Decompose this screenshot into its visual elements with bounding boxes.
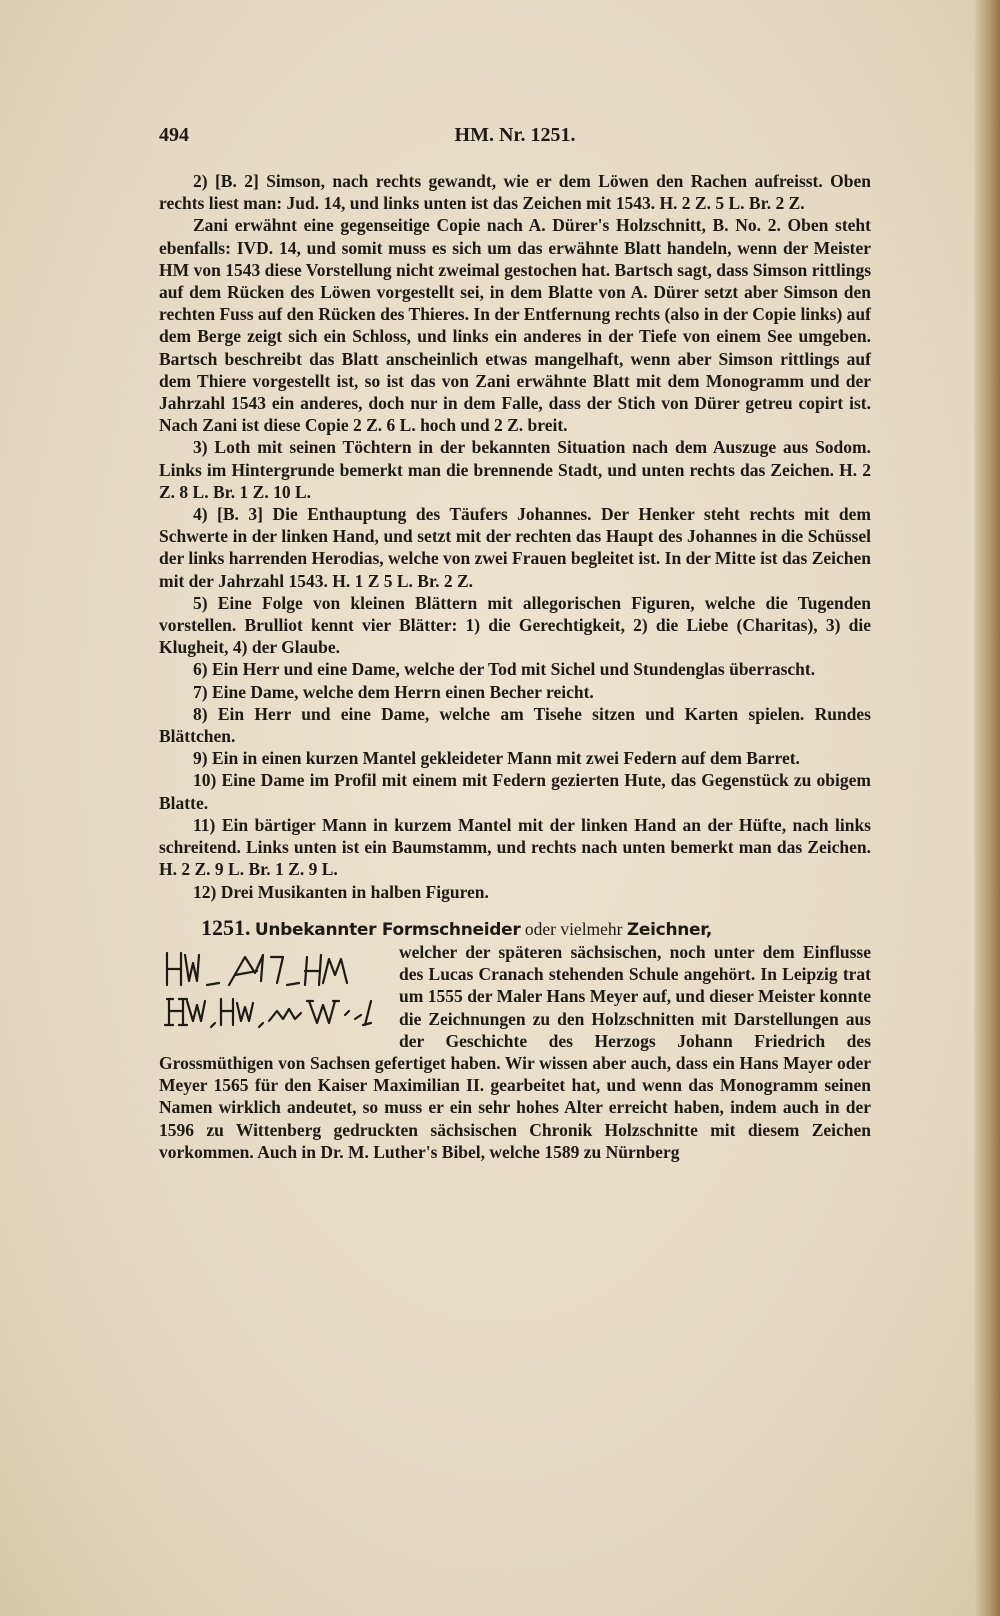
paragraph-zani: Zani erwähnt eine gegenseitige Copie nach A. Dürer's Holzschnitt, B. No. 2. Oben steht ebenfalls: IVD. 14, und somit muss es sich um das erwähnte Blatt handeln, wenn der Meister HM von 1543 diese Vorstellung nicht zweimal gestochen hat. Bartsch sagt, dass Simson rittlings auf dem Rücken des Löwen vorgestellt sei, in dem Blatte von A. Dürer setzt aber Simson den rechten Fuss auf den Rücken des Thieres. In der Entfernung rechts (also in der Copie links) auf dem Berge zeigt sich ein Schloss, und links ein anderes in der Tiefe von einem See umgeben. Bartsch beschreibt das Blatt anscheinlich etwas mangelhaft, wenn aber Simson rittlings auf dem Thiere vorgestellt ist, so ist das von Zani erwähnte Blatt mit dem Monogramm und der Jahrzahl 1543 ein anderes, doch nur in dem Falle, dass der Stich von Dürer getreu copirt ist. Nach Zani ist diese Copie 2 Z. 6 L. hoch und 2 Z. breit. (159, 215, 871, 436)
monogram-hm-row2-e (363, 1001, 371, 1025)
paragraph-3: 3) Loth mit seinen Töchtern in der bekannten Situation nach dem Auszuge aus Sodom. Links im Hintergrunde bemerkt man die brennende Stadt, und unten rechts das Zeichen. H. 2 Z. 8 L. Br. 1 Z. 10 L. (159, 437, 871, 502)
paragraph-10: 10) Eine Dame im Profil mit einem mit Federn gezierten Hute, das Gegenstück zu obigem Blatte. (159, 770, 871, 813)
paragraph-12: 12) Drei Musikanten in halben Figuren. (193, 881, 489, 902)
entry-number: 1251. (201, 914, 251, 940)
paragraph-7: 7) Eine Dame, welche dem Herrn einen Becher reicht. (193, 681, 594, 702)
monogram-hm-italic (229, 955, 283, 985)
entry-body: welcher der späteren sächsischen, noch unter dem Einflusse des Lucas Cranach stehenden Schule angehört. In Leipzig trat um 1555 der Maler Hans Meyer auf, und dieser Meister konnte die Zeichnungen zu den Holzschnitten mit Darstellungen aus der Geschichte des Herzogs Johann Friedrich des Grossmüthigen von Sachsen gefertiget haben. Wir wissen aber auch, dass ein Hans Mayer oder Meyer 1565 für den Kaiser Maximilian II. gearbeitet hat, und wenn das Monogramm seinen Namen wirklich andeutet, so muss er ein sehr hohes Alter erreicht haben, indem auch in der 1596 zu Wittenberg gedruckten sächsischen Chronik Holzschnitte mit diesem Zeichen vorkommen. Auch in Dr. M. Luther's Bibel, welche 1589 zu Nürnberg (159, 941, 871, 1162)
paragraph-4: 4) [B. 3] Die Enthauptung des Täufers Johannes. Der Henker steht rechts mit dem Schwerte in der linken Hand, und setzt mit der rechten das Haupt des Johannes in die Schüssel der links harrenden Herodias, welche von zwei Frauen begleitet ist. In der Mitte ist das Zeichen mit der Jahrzahl 1543. H. 1 Z 5 L. Br. 2 Z. (159, 504, 871, 591)
entry-title-part2: Zeichner, (626, 919, 713, 940)
book-page-edge (974, 0, 1000, 1616)
paragraph-5: 5) Eine Folge von kleinen Blättern mit allegorischen Figuren, welche die Tugenden vorstellen. Brulliot kennt vier Blätter: 1) die Gerechtigkeit, 2) die Liebe (Charitas), 3) die Klugheit, 4) der Glaube. (159, 592, 871, 658)
monogram-figure (159, 945, 391, 1031)
entry-title-part1: Unbekannter Formschneider (254, 919, 521, 940)
monogram-drawing (159, 945, 391, 1031)
entry-1251 (159, 914, 871, 1163)
page-number: 494 (159, 124, 189, 146)
monogram-hm-serif (305, 955, 347, 985)
paragraph-11: 11) Ein bärtiger Mann in kurzem Mantel mit der linken Hand an der Hüfte, nach links schreitend. Links unten ist ein Baumstamm, und rechts nach unten bemerkt man das Zeichen. H. 2 Z. 9 L. Br. 1 Z. 9 L. (159, 814, 871, 880)
paragraph-9: 9) Ein in einen kurzen Mantel gekleideter Mann mit zwei Federn auf dem Barret. (193, 748, 800, 769)
monogram-hm-row2-b (221, 999, 253, 1025)
body-text (159, 170, 871, 1163)
monogram-hm-row2-c (269, 1009, 301, 1021)
monogram-hm-plain (167, 953, 199, 985)
paragraph-2: 2) [B. 2] Simson, nach rechts gewandt, wie er dem Löwen den Rachen aufreisst. Oben rechts liest man: Jud. 14, und links unten ist das Zeichen mit 1543. H. 2 Z. 5 L. Br. 2 Z. (159, 171, 871, 214)
monogram-hm-row2-d (307, 1001, 339, 1023)
entry-heading (159, 914, 871, 941)
paragraph-8: 8) Ein Herr und eine Dame, welche am Tisehe sitzen und Karten spielen. Rundes Blättchen. (159, 703, 871, 747)
monogram-hm-row2-a (165, 999, 205, 1025)
paragraph-6: 6) Ein Herr und eine Dame, welche der Tod mit Sichel und Stundenglas überrascht. (193, 659, 816, 680)
page-header (159, 120, 871, 152)
entry-title-connector: oder vielmehr (524, 918, 623, 939)
running-title: HM. Nr. 1251. (454, 124, 576, 146)
